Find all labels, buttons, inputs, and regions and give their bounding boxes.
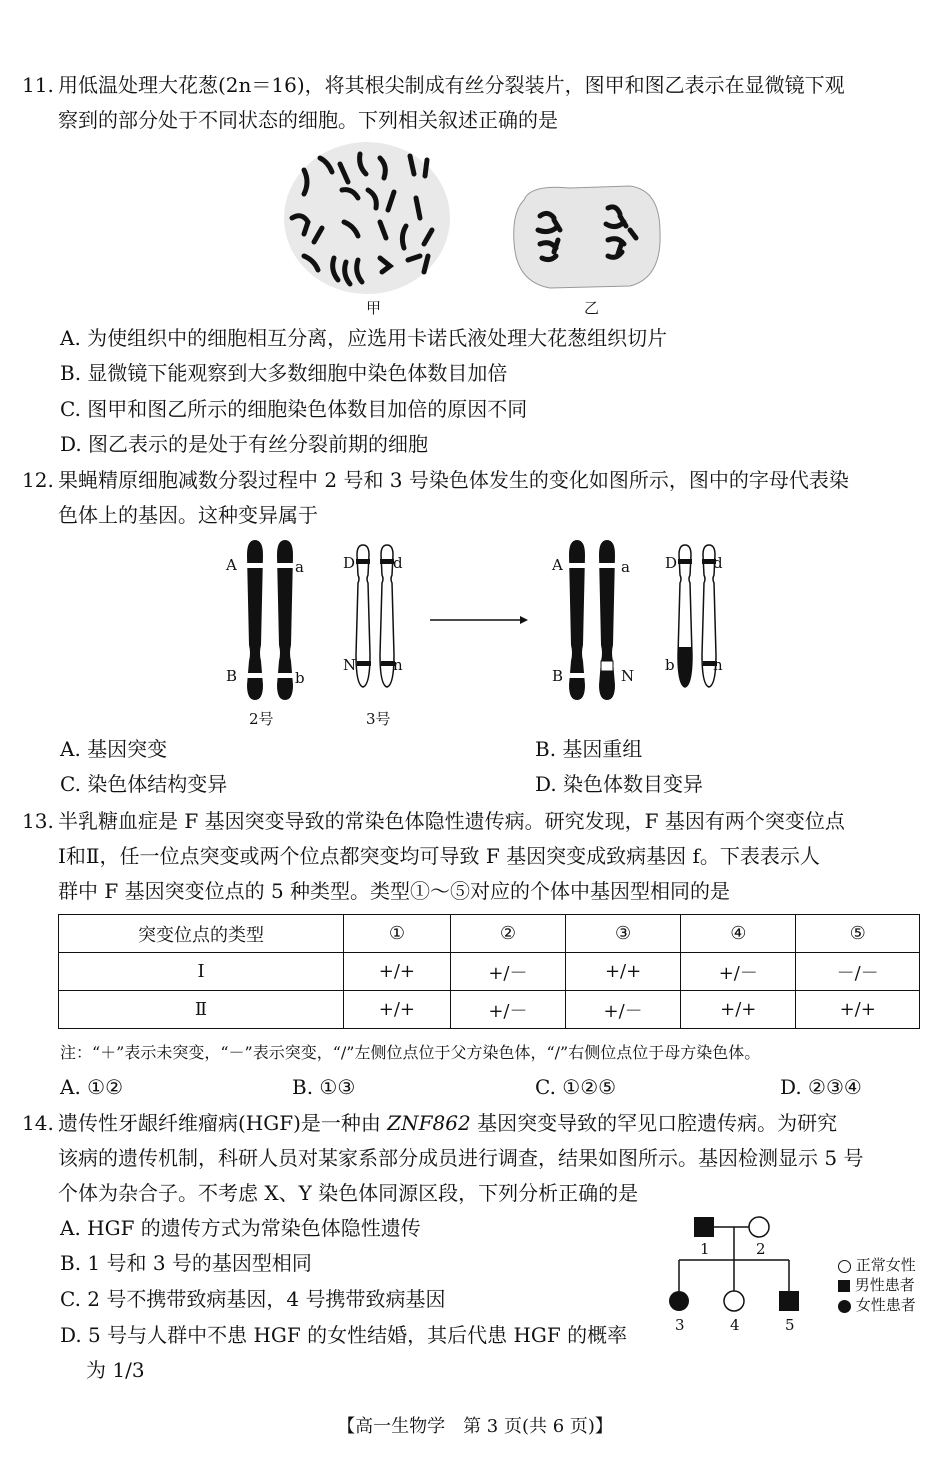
q13-option-a: A. ①② bbox=[60, 1075, 124, 1099]
q11-stem-line1: 用低温处理大花葱(2n＝16)，将其根尖制成有丝分裂装片，图甲和图乙表示在显微镜下观 bbox=[58, 73, 845, 97]
gene-B-after: B bbox=[552, 667, 564, 685]
q12-number: 12. bbox=[22, 468, 54, 492]
gene-n-before: n bbox=[393, 656, 403, 674]
q11-option-d: D. 图乙表示的是处于有丝分裂前期的细胞 bbox=[60, 432, 429, 456]
q13-number: 13. bbox=[22, 809, 54, 833]
gene-b-after: b bbox=[665, 656, 675, 674]
table-cell: －/－ bbox=[796, 953, 920, 991]
q13-option-d: D. ②③④ bbox=[780, 1075, 862, 1099]
gene-d-before: d bbox=[393, 554, 403, 572]
chr2-pair-after bbox=[567, 540, 617, 700]
figure-label-jia: 甲 bbox=[366, 299, 382, 317]
table-header-cell: ① bbox=[344, 915, 451, 953]
table-cell: +/－ bbox=[681, 953, 796, 991]
table-cell: +/+ bbox=[796, 991, 920, 1029]
gene-N-before: N bbox=[343, 656, 357, 674]
pedigree-label-5: 5 bbox=[785, 1316, 795, 1334]
chromosome-diagram bbox=[215, 535, 735, 735]
open-circle-icon bbox=[838, 1260, 851, 1273]
pedigree-label-1: 1 bbox=[700, 1240, 710, 1258]
table-row bbox=[59, 953, 920, 991]
gene-D-before: D bbox=[343, 554, 356, 572]
table-cell: +/+ bbox=[344, 953, 451, 991]
label-chr3: 3号 bbox=[366, 710, 391, 728]
figure-label-yi: 乙 bbox=[584, 299, 600, 317]
gene-A-before: A bbox=[226, 556, 237, 574]
legend-male-patient: 男性患者 bbox=[838, 1275, 916, 1295]
gene-A-after: A bbox=[552, 556, 563, 574]
q13-option-c: C. ①②⑤ bbox=[535, 1075, 617, 1099]
table-cell: +/－ bbox=[450, 953, 565, 991]
table-header-row bbox=[59, 915, 920, 953]
table-header-cell: 突变位点的类型 bbox=[59, 915, 344, 953]
q13-stem-line3: 群中 F 基因突变位点的 5 种类型。类型①～⑤对应的个体中基因型相同的是 bbox=[58, 879, 731, 903]
q14-option-d-continued: 为 1/3 bbox=[86, 1358, 145, 1382]
gene-a-before: a bbox=[295, 558, 304, 576]
table-cell: +/+ bbox=[681, 991, 796, 1029]
q13-stem-line2: Ⅰ和Ⅱ，任一位点突变或两个位点都突变均可导致 F 基因突变成致病基因 f。下表表示人 bbox=[58, 844, 820, 868]
pedigree-legend bbox=[838, 1255, 916, 1315]
filled-circle-icon bbox=[838, 1300, 851, 1313]
q13-table-note: 注：“＋”表示未突变，“－”表示突变，“/”左侧位点位于父方染色体，“/”右侧位点位于母方染色体。 bbox=[60, 1043, 761, 1062]
q12-option-d: D. 染色体数目变异 bbox=[535, 772, 704, 796]
table-cell: Ⅰ bbox=[59, 953, 344, 991]
page-footer: 【高一生物学 第 3 页(共 6 页)】 bbox=[337, 1416, 613, 1437]
q11-option-c: C. 图甲和图乙所示的细胞染色体数目加倍的原因不同 bbox=[60, 397, 528, 421]
gene-d-after: d bbox=[713, 554, 723, 572]
q12-option-b: B. 基因重组 bbox=[535, 737, 643, 761]
legend-normal-female: 正常女性 bbox=[838, 1255, 916, 1275]
q12-option-a: A. 基因突变 bbox=[60, 737, 168, 761]
filled-square-icon bbox=[838, 1280, 850, 1292]
q14-option-d: D. 5 号与人群中不患 HGF 的女性结婚，其后代患 HGF 的概率 bbox=[60, 1323, 628, 1347]
q14-option-b: B. 1 号和 3 号的基因型相同 bbox=[60, 1251, 312, 1275]
q12-stem-line2: 色体上的基因。这种变异属于 bbox=[58, 503, 318, 527]
table-cell: Ⅱ bbox=[59, 991, 344, 1029]
gene-D-after: D bbox=[665, 554, 678, 572]
q14-option-a: A. HGF 的遗传方式为常染色体隐性遗传 bbox=[60, 1216, 421, 1240]
table-cell: +/+ bbox=[566, 953, 681, 991]
cell-yi-figure bbox=[510, 182, 664, 292]
q12-option-c: C. 染色体结构变异 bbox=[60, 772, 228, 796]
gene-b-before: b bbox=[295, 669, 305, 687]
q14-stem-line1: 遗传性牙龈纤维瘤病(HGF)是一种由 ZNF862 基因突变导致的罕见口腔遗传病。为研究 bbox=[58, 1111, 838, 1135]
pedigree-label-4: 4 bbox=[730, 1316, 740, 1334]
table-cell: +/－ bbox=[450, 991, 565, 1029]
mutation-type-table bbox=[58, 914, 920, 1029]
legend-female-patient: 女性患者 bbox=[838, 1295, 916, 1315]
transition-arrow bbox=[430, 616, 528, 624]
q11-option-a: A. 为使组织中的细胞相互分离，应选用卡诺氏液处理大花葱组织切片 bbox=[60, 326, 668, 350]
gene-a-after: a bbox=[621, 558, 630, 576]
q11-option-b: B. 显微镜下能观察到大多数细胞中染色体数目加倍 bbox=[60, 361, 508, 385]
pedigree-chart bbox=[664, 1212, 814, 1322]
pedigree-label-3: 3 bbox=[675, 1316, 685, 1334]
q11-stem-line2: 察到的部分处于不同状态的细胞。下列相关叙述正确的是 bbox=[58, 108, 558, 132]
q14-stem-line3: 个体为杂合子。不考虑 X、Y 染色体同源区段，下列分析正确的是 bbox=[58, 1181, 639, 1205]
q11-number: 11. bbox=[22, 73, 54, 97]
table-row bbox=[59, 991, 920, 1029]
gene-B-before: B bbox=[226, 667, 238, 685]
table-header-cell: ⑤ bbox=[796, 915, 920, 953]
label-chr2: 2号 bbox=[249, 710, 274, 728]
q13-stem-line1: 半乳糖血症是 F 基因突变导致的常染色体隐性遗传病。研究发现，F 基因有两个突变位点 bbox=[58, 809, 845, 833]
q13-option-b: B. ①③ bbox=[292, 1075, 356, 1099]
table-header-cell: ② bbox=[450, 915, 565, 953]
table-cell: +/+ bbox=[344, 991, 451, 1029]
table-header-cell: ③ bbox=[566, 915, 681, 953]
cell-jia-figure bbox=[282, 140, 452, 300]
table-cell: +/－ bbox=[566, 991, 681, 1029]
q12-stem-line1: 果蝇精原细胞减数分裂过程中 2 号和 3 号染色体发生的变化如图所示，图中的字母代表染 bbox=[58, 468, 849, 492]
q14-stem-line2: 该病的遗传机制，科研人员对某家系部分成员进行调查，结果如图所示。基因检测显示 5 号 bbox=[58, 1146, 864, 1170]
gene-n-after: n bbox=[713, 656, 723, 674]
table-header-cell: ④ bbox=[681, 915, 796, 953]
q14-option-c: C. 2 号不携带致病基因，4 号携带致病基因 bbox=[60, 1287, 446, 1311]
gene-N-after: N bbox=[621, 667, 635, 685]
pedigree-label-2: 2 bbox=[756, 1240, 766, 1258]
q14-number: 14. bbox=[22, 1111, 54, 1135]
chr2-pair-before bbox=[245, 540, 295, 700]
